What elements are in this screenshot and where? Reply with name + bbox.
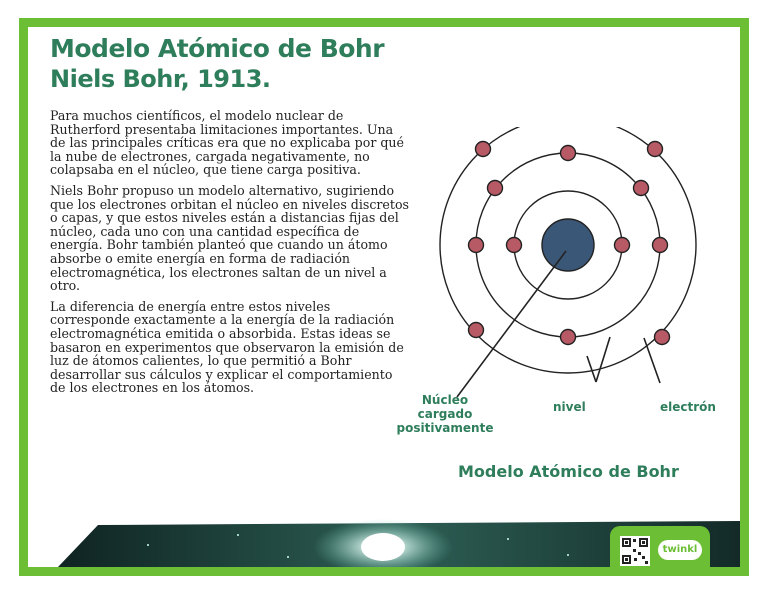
paragraph: Para muchos científicos, el modelo nuclear de Rutherford presentaba limitaciones importantes. Una de las principales críticas era que no explicaba por qué la nube de electrones, cargada negativamente, no colapsaba en el núcleo, que tiene carga positiva. <box>50 108 404 178</box>
electron <box>655 330 670 345</box>
electron <box>561 330 576 345</box>
level-label: nivel <box>553 400 586 414</box>
branding-badge <box>610 526 710 567</box>
qr-code-icon <box>620 536 650 566</box>
paragraph: La diferencia de energía entre estos niveles corresponde exactamente a la energía de la radiación electromagnética emitida o absorbida. Estas ideas se basaron en experimentos que observaron la emisión de luz de átomos calientes, lo que permitió a Bohr desarrollar sus cálculos y explicar el comportamiento de los electrones en los átomos. <box>50 298 404 396</box>
page-frame <box>19 18 749 576</box>
electron <box>653 238 668 253</box>
electron <box>469 238 484 253</box>
electron <box>507 238 522 253</box>
electron <box>561 146 576 161</box>
electron <box>469 323 484 338</box>
electron <box>615 238 630 253</box>
electron <box>634 181 649 196</box>
electron <box>476 142 491 157</box>
electron-label: electrón <box>660 400 716 414</box>
level-pointer <box>587 356 596 382</box>
level-pointer <box>596 337 610 382</box>
electron-pointer <box>644 338 660 383</box>
page-subtitle: Niels Bohr, 1913. <box>50 65 271 93</box>
diagram-caption: Modelo Atómico de Bohr <box>458 462 679 481</box>
bohr-diagram <box>388 127 718 407</box>
paragraph: Niels Bohr propuso un modelo alternativo, sugiriendo que los electrones orbitan el núcleo en niveles discretos o capas, y que estos niveles están a distancias fijas del núcleo, cada uno con una cantidad específica de energía. Bohr también planteó que cuando un átomo absorbe o emite energía en forma de radiación electromagnética, los electrones saltan de un nivel a otro. <box>50 182 409 294</box>
page-title: Modelo Atómico de Bohr <box>50 34 385 63</box>
nucleus-label: Núcleo cargado positivamente <box>396 393 494 435</box>
electron <box>488 181 503 196</box>
twinkl-logo: twinkl <box>658 540 702 560</box>
worksheet <box>28 27 740 567</box>
electron <box>648 142 663 157</box>
nucleus <box>542 219 594 271</box>
body-text <box>50 109 410 402</box>
